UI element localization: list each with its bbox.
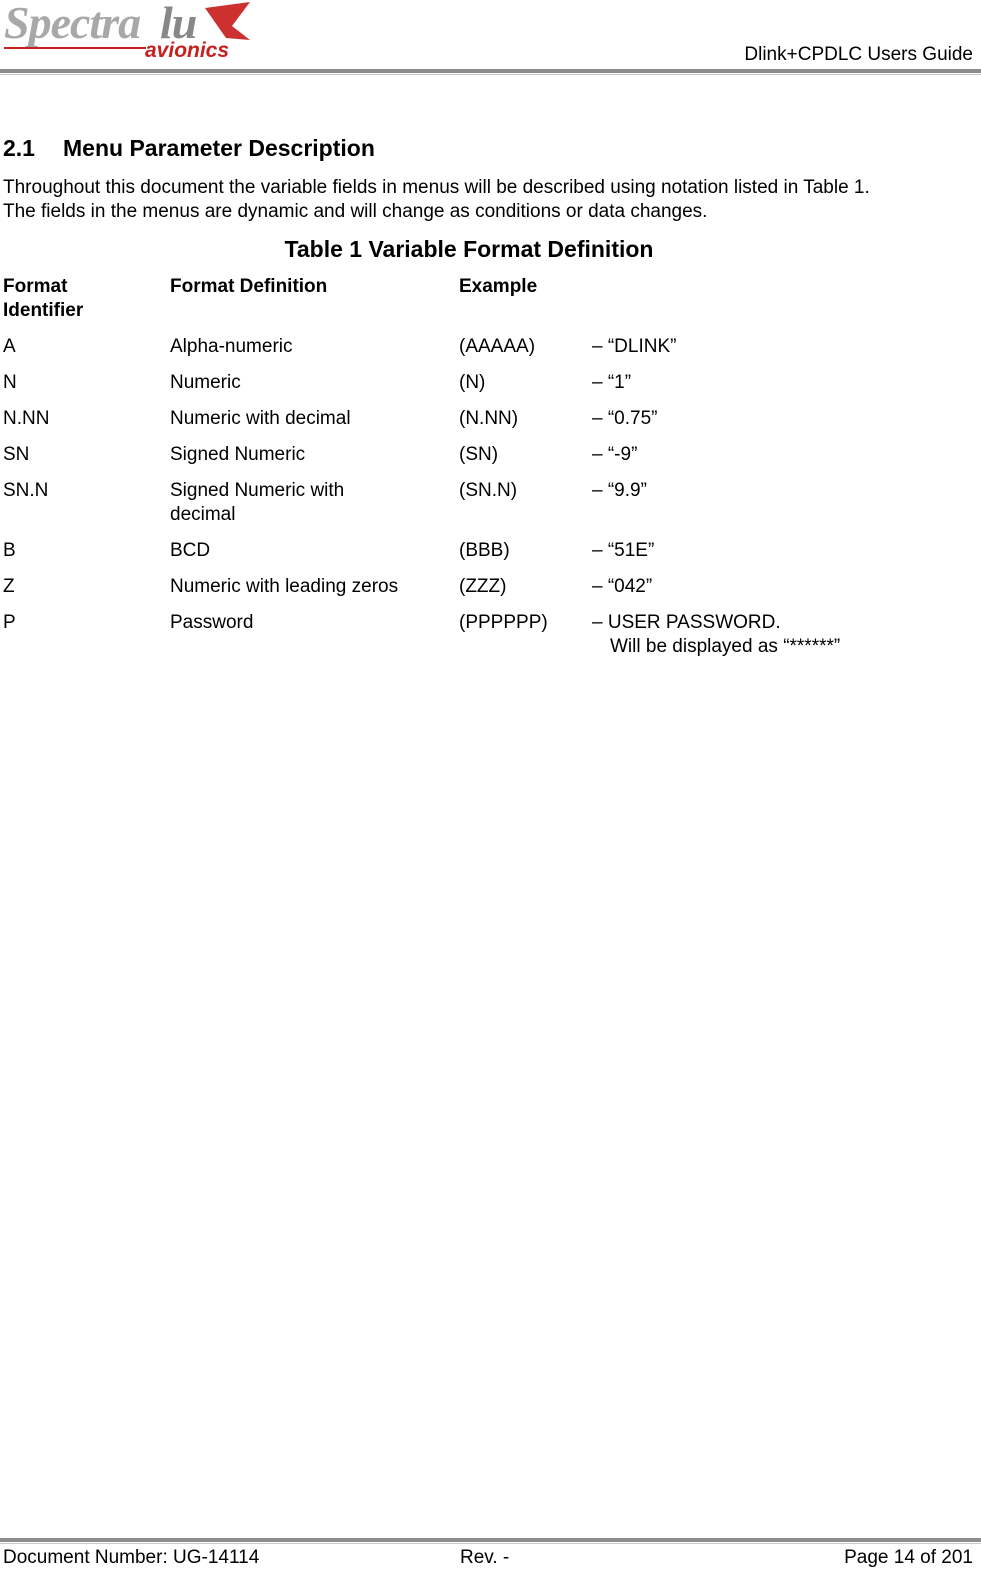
cell-format: (SN): [459, 444, 499, 465]
cell-format: (AAAAA): [459, 336, 536, 357]
section-paragraph: [3, 176, 973, 224]
cell-format: (N): [459, 372, 486, 393]
cell-definition-line: Signed Numeric with: [170, 480, 345, 501]
cell-example: – “DLINK”: [592, 336, 677, 357]
cell-definition: Numeric with leading zeros: [170, 576, 399, 597]
cell-definition: Numeric with decimal: [170, 408, 351, 429]
cell-example: – “9.9”: [592, 480, 647, 501]
cell-identifier: N: [3, 372, 17, 393]
cell-identifier: N.NN: [3, 408, 50, 429]
table-row: [3, 443, 963, 479]
table-row: [3, 371, 963, 407]
cell-example: – “51E”: [592, 540, 655, 561]
cell-definition: Signed Numeric: [170, 444, 306, 465]
cell-format: (ZZZ): [459, 576, 507, 597]
format-definition-table: [3, 275, 963, 671]
cell-format: (N.NN): [459, 408, 519, 429]
cell-definition-line: decimal: [170, 504, 236, 525]
cell-format: (PPPPPP): [459, 612, 548, 633]
header-format-identifier: [3, 275, 163, 323]
cell-definition: Password: [170, 612, 254, 633]
cell-definition: [170, 479, 440, 527]
footer-divider-thin: [0, 1543, 981, 1544]
section-heading: [3, 135, 375, 161]
cell-identifier: B: [3, 540, 16, 561]
header-divider-thin: [0, 74, 981, 75]
table-row: [3, 539, 963, 575]
header-identifier-line: Identifier: [3, 300, 84, 321]
cell-format: (BBB): [459, 540, 510, 561]
cell-example: – “0.75”: [592, 408, 658, 429]
cell-definition: BCD: [170, 540, 211, 561]
cell-identifier: SN.N: [3, 480, 49, 501]
cell-identifier: Z: [3, 576, 15, 597]
table-row: [3, 575, 963, 611]
header-identifier-line: Format: [3, 276, 68, 297]
cell-format: (SN.N): [459, 480, 518, 501]
cell-example: – “042”: [592, 576, 653, 597]
table-row: [3, 335, 963, 371]
table-caption: Table 1 Variable Format Definition: [284, 236, 654, 262]
cell-definition: Numeric: [170, 372, 241, 393]
header-divider: [0, 69, 981, 73]
cell-identifier: SN: [3, 444, 30, 465]
cell-identifier: A: [3, 336, 16, 357]
cell-example: [592, 611, 962, 659]
table-row: [3, 611, 963, 671]
cell-example: – “1”: [592, 372, 632, 393]
section-title: Menu Parameter Description: [63, 135, 375, 161]
document-title: Dlink+CPDLC Users Guide: [744, 44, 973, 65]
svg-text:Spectra: Spectra: [4, 0, 141, 48]
cell-example-line: – USER PASSWORD.: [592, 612, 781, 633]
footer-divider: [0, 1538, 981, 1542]
header-example: Example: [459, 276, 538, 297]
svg-text:avionics: avionics: [145, 39, 230, 62]
table-row: [3, 407, 963, 443]
cell-definition: Alpha-numeric: [170, 336, 293, 357]
svg-text:lu: lu: [160, 0, 197, 48]
table-header-row: [3, 275, 963, 335]
paragraph-line: Throughout this document the variable fields in menus will be described using notation listed in Table 1.: [3, 177, 870, 198]
document-number: Document Number: UG-14114: [3, 1547, 260, 1568]
cell-example-line: Will be displayed as “******”: [610, 636, 841, 657]
cell-identifier: P: [3, 612, 16, 633]
page-number: Page 14 of 201: [844, 1547, 973, 1568]
spectralux-logo: [0, 0, 260, 66]
cell-example: – “-9”: [592, 444, 638, 465]
header-format-definition: Format Definition: [170, 276, 328, 297]
revision: Rev. -: [460, 1547, 510, 1568]
paragraph-line: The fields in the menus are dynamic and will change as conditions or data changes.: [3, 201, 708, 222]
table-row: [3, 479, 963, 539]
section-number: 2.1: [3, 135, 35, 161]
